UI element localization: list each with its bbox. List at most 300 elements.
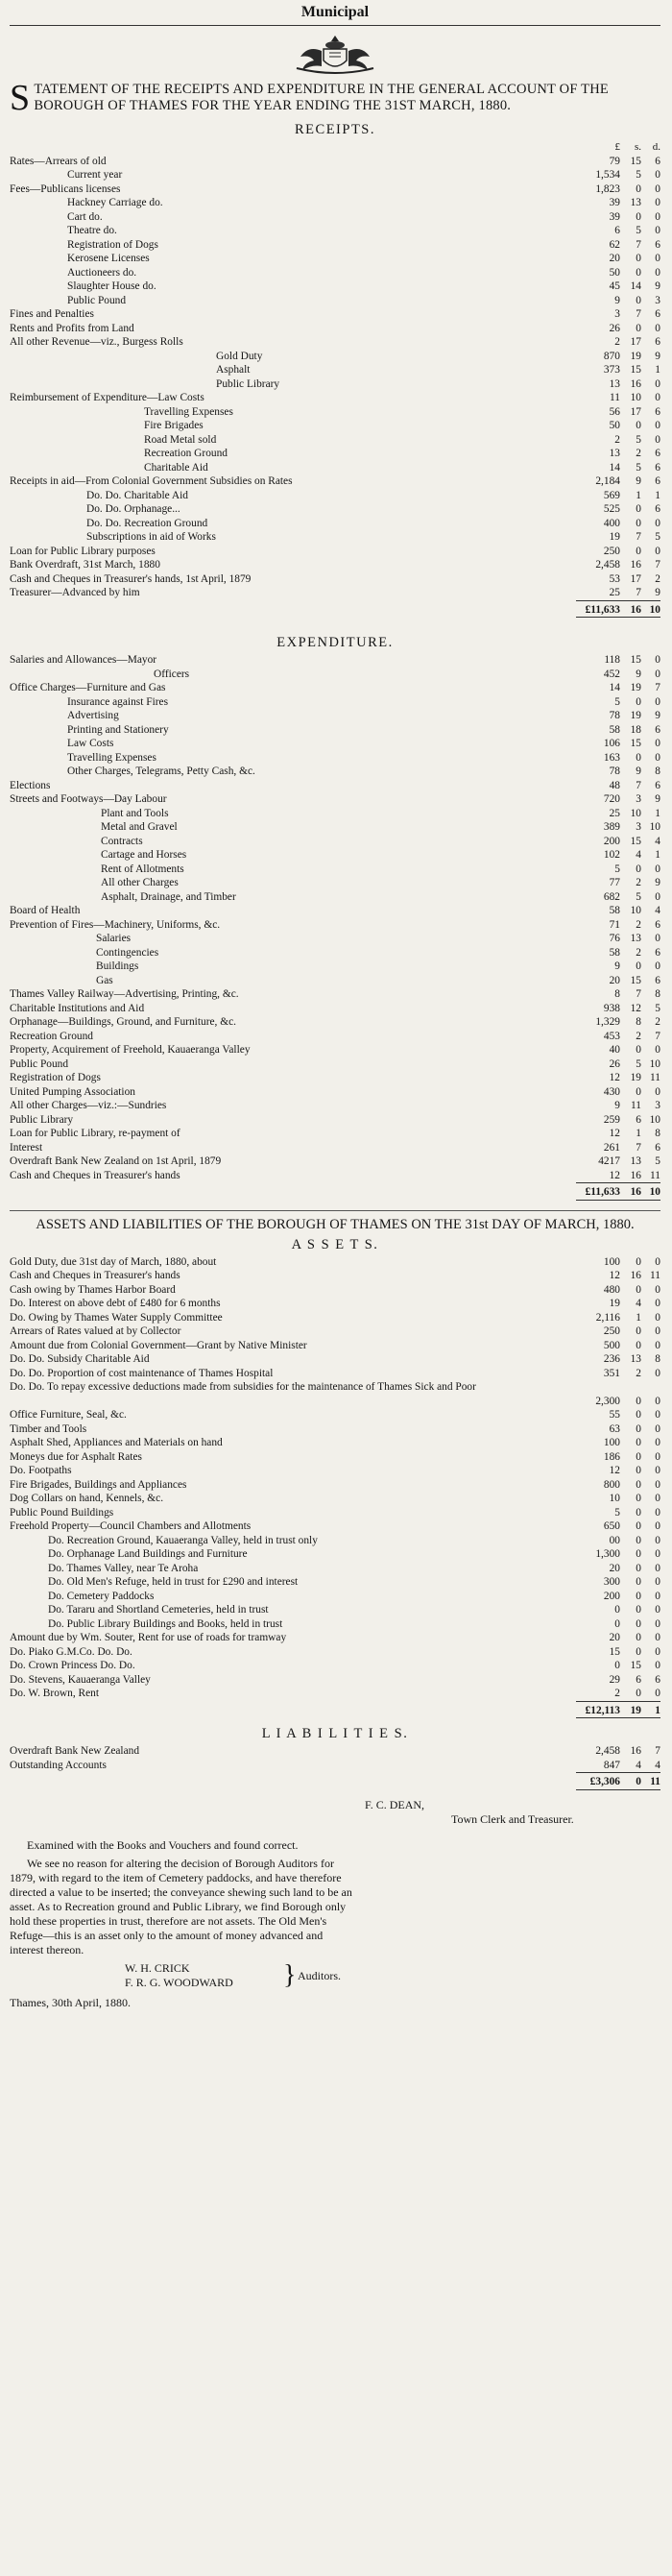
section-divider [10,1210,660,1211]
liabilities-heading: L I A B I L I T I E S. [261,1726,409,1741]
expenditure-pounds: 20 [609,974,620,986]
assets-pence: 0 [655,1534,660,1546]
expenditure-row [10,1154,660,1169]
receipts-pounds: 9 [614,294,620,306]
liabilities-shillings: 16 [630,1745,641,1757]
assets-pounds [576,1380,620,1395]
expenditure-row [10,987,660,1002]
expenditure-row [10,960,660,974]
total-shillings: 19 [620,1701,641,1718]
expenditure-label: Registration of Dogs [10,1072,101,1083]
receipts-row [10,586,660,600]
receipts-pounds: 26 [609,322,620,334]
expenditure-label: Travelling Expenses [67,751,156,764]
assets-pence: 0 [655,1604,660,1616]
receipts-pounds: 2 [614,336,620,348]
receipts-pence: 0 [655,517,660,529]
expenditure-label: Insurance against Fires [67,695,169,708]
expenditure-pence: 0 [655,1044,660,1056]
assets-shillings: 0 [636,1576,641,1588]
receipts-label: Recreation Ground [144,448,228,459]
expenditure-label: Interest [10,1141,43,1154]
receipts-pounds: 13 [609,377,620,390]
expenditure-pounds: 9 [614,1100,620,1111]
expenditure-pounds: 12 [609,1169,620,1181]
expenditure-pounds: 452 [603,668,620,680]
liabilities-pence: 7 [655,1745,660,1757]
receipts-pounds: 39 [609,210,620,223]
receipts-pence: 6 [655,405,660,418]
assets-shillings: 0 [636,1450,641,1463]
assets-shillings: 0 [636,1409,641,1421]
expenditure-label: All other Charges—viz.:—Sundries [10,1100,167,1111]
expenditure-row [10,779,660,793]
expenditure-row [10,820,660,835]
assets-shillings [620,1380,641,1395]
receipts-shillings: 7 [636,308,641,320]
signatory-title: Town Clerk and Treasurer. [451,1811,574,1826]
receipts-row [10,530,660,545]
expenditure-pence: 0 [655,654,660,666]
expenditure-pence: 8 [655,1128,660,1139]
receipts-label: Current year [67,169,123,181]
receipts-row [10,405,660,420]
expenditure-label: Streets and Footways—Day Labour [10,793,167,805]
receipts-pence: 1 [655,489,660,501]
receipts-label: Public Pound [67,294,127,306]
expenditure-pounds: 200 [603,835,620,847]
expenditure-row [10,1085,660,1100]
assets-row [10,1269,660,1283]
receipts-label: Charitable Aid [144,461,208,474]
receipts-pounds: 2 [614,433,620,446]
expenditure-shillings: 2 [636,1030,641,1042]
assets-pence: 0 [655,1493,660,1504]
liabilities-table [10,1744,660,1790]
assets-pounds: 2 [614,1688,620,1699]
assets-pounds: 480 [603,1283,620,1296]
total-pence: 10 [641,1183,660,1201]
assets-pence: 0 [655,1660,660,1671]
expenditure-shillings: 10 [630,807,641,819]
expenditure-row [10,1099,660,1113]
expenditure-label: Public Library [10,1113,74,1126]
assets-label: Do. Thames Valley, near Te Aroha [48,1562,199,1574]
assets-row [10,1311,660,1325]
receipts-pence: 3 [655,294,660,306]
assets-pence: 0 [655,1562,660,1574]
expenditure-pence: 0 [655,695,660,708]
receipts-shillings: 10 [630,392,641,403]
assets-label: Do. Owing by Thames Water Supply Committee [10,1311,223,1324]
expenditure-pounds: 430 [603,1085,620,1098]
expenditure-pounds: 58 [609,946,620,959]
receipts-label: Registration of Dogs [67,238,158,251]
assets-row [10,1464,660,1478]
expenditure-row [10,1169,660,1183]
receipts-label: Rents and Profits from Land [10,322,134,334]
assets-row [10,1283,660,1298]
expenditure-row [10,904,660,918]
liabilities-label: Overdraft Bank New Zealand [10,1745,140,1757]
receipts-pence: 2 [655,572,660,585]
receipts-label: Gold Duty [216,350,263,362]
expenditure-pounds: 106 [603,738,620,749]
expenditure-label: Officers [154,668,190,680]
receipts-row [10,447,660,461]
receipts-label: Asphalt [216,364,251,376]
expenditure-pounds: 48 [609,779,620,791]
expenditure-shillings: 2 [636,946,641,959]
expenditure-pence: 6 [655,974,660,986]
receipts-table [10,140,660,618]
expenditure-shillings: 2 [636,918,641,931]
expenditure-rows [10,653,660,1183]
receipts-pounds: 2,184 [595,475,620,487]
receipts-shillings: 7 [636,238,641,251]
assets-shillings: 0 [636,1325,641,1337]
receipts-row [10,419,660,433]
receipts-label: All other Revenue—viz., Burgess Rolls [10,336,183,348]
receipts-row [10,252,660,266]
assets-shillings: 13 [630,1353,641,1365]
assets-label: Arrears of Rates valued at by Collector [10,1325,181,1337]
expenditure-label: All other Charges [101,877,179,888]
receipts-shillings: 16 [630,559,641,571]
expenditure-pounds: 12 [609,1128,620,1139]
assets-shillings: 0 [636,1632,641,1643]
expenditure-label: Orphanage—Buildings, Ground, and Furniture, &c. [10,1016,236,1028]
expenditure-row [10,876,660,890]
expenditure-row [10,668,660,682]
drop-cap: S [10,78,31,118]
assets-shillings: 0 [636,1395,641,1407]
assets-label: Cash owing by Thames Harbor Board [10,1283,176,1296]
expenditure-shillings: 16 [630,1169,641,1181]
assets-shillings: 0 [636,1437,641,1448]
expenditure-row [10,1057,660,1072]
liabilities-rows [10,1744,660,1773]
receipts-label: Reimbursement of Expenditure—Law Costs [10,392,204,403]
assets-shillings: 0 [636,1617,641,1630]
expenditure-row [10,709,660,723]
assets-label: Dog Collars on hand, Kennels, &c. [10,1493,164,1504]
audit-note-paragraph: Examined with the Books and Vouchers and found correct. [27,1837,299,1852]
assets-label: Do. Crown Princess Do. Do. [10,1660,135,1671]
receipts-label: Rates—Arrears of old [10,155,107,167]
assets-label: Do. Tararu and Shortland Cemeteries, held in trust [48,1604,269,1616]
expenditure-label: Salaries [96,933,132,944]
receipts-row [10,279,660,294]
receipts-row [10,322,660,336]
total-pounds: £3,306 [576,1773,620,1790]
expenditure-row [10,681,660,695]
assets-row [10,1367,660,1381]
assets-label: Do. Footpaths [10,1465,72,1476]
total-pence: 10 [641,600,660,618]
receipts-pence: 1 [655,364,660,376]
assets-label: Gold Duty, due 31st day of March, 1880, about [10,1255,217,1268]
expenditure-shillings: 9 [636,766,641,777]
assets-label: Freehold Property—Council Chambers and Allotments [10,1520,252,1532]
expenditure-pence: 0 [655,890,660,903]
receipts-label: Road Metal sold [144,433,217,446]
expenditure-row [10,1127,660,1141]
assets-pence: 0 [655,1339,660,1351]
expenditure-pence: 0 [655,933,660,944]
assets-row [10,1519,660,1534]
receipts-pence: 0 [655,225,660,236]
total-shillings: 16 [620,1183,641,1201]
assets-shillings: 15 [630,1660,641,1671]
expenditure-row [10,751,660,766]
receipts-pence: 9 [655,350,660,362]
assets-pounds: 20 [609,1632,620,1643]
expenditure-shillings: 2 [636,877,641,888]
assets-pence: 0 [655,1409,660,1421]
expenditure-shillings: 1 [636,1128,641,1139]
expenditure-pounds: 389 [603,821,620,833]
receipts-pounds: 45 [609,280,620,292]
expenditure-shillings: 7 [636,988,641,1000]
receipts-shillings: 0 [636,503,641,515]
assets-row [10,1395,660,1409]
expenditure-shillings: 0 [636,695,641,708]
expenditure-pounds: 71 [609,918,620,931]
expenditure-pounds: 25 [609,807,620,819]
receipts-label: Cart do. [67,210,103,223]
assets-pence: 0 [655,1632,660,1643]
receipts-pence: 6 [655,336,660,348]
expenditure-label: Thames Valley Railway—Advertising, Printing, &c. [10,988,239,1000]
expenditure-pence: 6 [655,918,660,931]
expenditure-shillings: 15 [630,835,641,847]
receipts-pounds: 1,823 [595,182,620,195]
liabilities-shillings: 4 [636,1759,641,1771]
assets-pounds: 236 [603,1353,620,1365]
receipts-pounds: 569 [603,489,620,501]
receipts-pounds: 11 [610,392,620,403]
receipts-shillings: 7 [636,587,641,598]
receipts-pence: 0 [655,253,660,264]
expenditure-row [10,1043,660,1057]
header-rule [10,25,660,26]
receipts-shillings: 0 [636,182,641,195]
auditors-label: Auditors. [298,1968,341,1982]
expenditure-pounds: 58 [609,905,620,916]
receipts-shillings: 0 [636,266,641,279]
receipts-label: Do. Do. Recreation Ground [86,517,208,529]
expenditure-label: Salaries and Allowances—Mayor [10,654,157,666]
receipts-pence: 5 [655,531,660,543]
receipts-pence: 0 [655,433,660,446]
expenditure-row [10,946,660,960]
assets-shillings: 0 [636,1645,641,1658]
expenditure-shillings: 15 [630,738,641,749]
expenditure-pence: 5 [655,1002,660,1014]
receipts-pounds: 56 [609,405,620,418]
receipts-shillings: 0 [636,420,641,431]
assets-label: Do. Public Library Buildings and Books, held in trust [48,1617,283,1630]
main-title [10,78,660,118]
assets-total-row [10,1701,660,1718]
receipts-pounds: 2,458 [595,559,620,571]
expenditure-row [10,1030,660,1044]
expenditure-pounds: 453 [603,1030,620,1042]
assets-row [10,1562,660,1576]
assets-pounds: 2,116 [595,1311,620,1324]
assets-pence: 6 [655,1673,660,1686]
expenditure-label: Rent of Allotments [101,863,184,875]
assets-label: Do. Piako G.M.Co. Do. Do. [10,1645,132,1658]
assets-pounds: 63 [609,1422,620,1435]
receipts-row [10,196,660,210]
receipts-pence: 0 [655,182,660,195]
assets-pounds: 55 [609,1409,620,1421]
audit-note-paragraph: We see no reason for altering the decision of Borough Auditors for 1879, with regard to the item of Cemetery paddocks, and have therefore directed a value to be inserted; the conveyance shewing such land to be an asset. As to Recreation ground and Public Library, we find Borough only hold these properties in trust, therefore are not assets. The Old Men's Refuge—this is an asset only to the amount of money advanced and interest thereon. [10,1856,352,1956]
liabilities-pence: 4 [655,1759,660,1771]
receipts-label: Subscriptions in aid of Works [86,531,216,543]
receipts-pence: 6 [655,461,660,474]
expenditure-shillings: 6 [636,1113,641,1126]
assets-rows [10,1255,660,1702]
assets-pence: 0 [655,1645,660,1658]
assets-row [10,1547,660,1562]
receipts-pounds: 20 [609,253,620,264]
assets-pence: 0 [655,1478,660,1491]
assets-pence: 0 [655,1325,660,1337]
assets-row [10,1534,660,1548]
receipts-pence: 6 [655,308,660,320]
assets-shillings: 0 [636,1506,641,1519]
expenditure-row [10,1071,660,1085]
liabilities-row [10,1744,660,1759]
expenditure-pounds: 720 [603,793,620,805]
assets-row [10,1436,660,1450]
auditor-name: W. H. CRICK [125,1960,190,1975]
expenditure-pence: 10 [649,821,660,833]
expenditure-label: Asphalt, Drainage, and Timber [101,890,236,903]
receipts-pounds: 870 [603,350,620,362]
receipts-pounds: 25 [609,587,620,598]
assets-label: Do. Orphanage Land Buildings and Furniture [48,1548,248,1560]
liabilities-pounds: 847 [603,1759,620,1771]
assets-row [10,1339,660,1353]
receipts-pence: 6 [655,475,660,487]
expenditure-shillings: 18 [630,723,641,736]
expenditure-row [10,765,660,779]
receipts-label: Hackney Carriage do. [67,197,163,208]
receipts-pounds: 53 [609,572,620,585]
expenditure-label: Metal and Gravel [101,821,178,833]
assets-shillings: 0 [636,1534,641,1546]
expenditure-shillings: 5 [636,890,641,903]
coat-of-arms-icon [277,32,393,76]
assets-liabilities-title: ASSETS AND LIABILITIES OF THE BOROUGH OF THAMES ON THE 31st DAY OF MARCH, 1880. [36,1216,635,1232]
assets-row [10,1645,660,1660]
receipts-row [10,294,660,308]
expenditure-label: Contracts [101,835,143,847]
expenditure-pence: 7 [655,682,660,693]
assets-pounds: 100 [603,1255,620,1268]
expenditure-label: Public Pound [10,1057,69,1070]
expenditure-pounds: 4217 [598,1155,620,1167]
receipts-row [10,335,660,350]
expenditure-pence: 8 [655,988,660,1000]
expenditure-pence: 8 [655,766,660,777]
receipts-pounds: 525 [603,503,620,515]
expenditure-row [10,653,660,668]
assets-label: Fire Brigades, Buildings and Appliances [10,1478,187,1491]
receipts-shillings: 17 [630,405,641,418]
expenditure-row [10,974,660,988]
receipts-pence: 6 [655,503,660,515]
receipts-shillings: 2 [636,448,641,459]
assets-pounds: 351 [603,1367,620,1379]
expenditure-shillings: 15 [630,974,641,986]
receipts-pounds: 250 [603,545,620,557]
receipts-pence: 0 [655,322,660,334]
receipts-shillings: 1 [636,489,641,501]
assets-row [10,1352,660,1367]
receipts-row [10,155,660,169]
signature-block [10,1798,660,1827]
expenditure-pence: 11 [650,1072,660,1083]
expenditure-row [10,807,660,821]
expenditure-pounds: 118 [604,654,620,666]
assets-pounds: 00 [609,1534,620,1546]
receipts-pence: 9 [655,280,660,292]
receipts-pence: 0 [655,210,660,223]
assets-label: Cash and Cheques in Treasurer's hands [10,1270,180,1281]
receipts-pence: 0 [655,545,660,557]
assets-shillings: 2 [636,1367,641,1379]
receipts-pounds: 6 [614,225,620,236]
expenditure-label: Plant and Tools [101,807,169,819]
assets-pounds: 5 [614,1506,620,1519]
receipts-shillings: 9 [636,475,641,487]
expenditure-shillings: 7 [636,779,641,791]
receipts-label: Receipts in aid—From Colonial Government Subsidies on Rates [10,475,293,487]
receipts-pounds: 14 [609,461,620,474]
auditors-block [10,1961,660,1990]
receipts-pence: 0 [655,377,660,390]
assets-shillings: 0 [636,1688,641,1699]
expenditure-row [10,918,660,933]
receipts-row [10,238,660,253]
expenditure-pence: 10 [649,1113,660,1126]
expenditure-shillings: 19 [630,1072,641,1083]
receipts-row [10,433,660,448]
receipts-row [10,572,660,587]
expenditure-pounds: 8 [614,988,620,1000]
expenditure-pence: 6 [655,946,660,959]
receipts-shillings: 0 [636,517,641,529]
total-pence: 11 [641,1773,660,1790]
assets-pounds: 250 [603,1325,620,1337]
expenditure-shillings: 3 [636,821,641,833]
assets-label: Timber and Tools [10,1422,87,1435]
expenditure-shillings: 19 [630,710,641,721]
expenditure-shillings: 12 [630,1002,641,1014]
assets-pounds: 20 [609,1562,620,1574]
receipts-pounds: 400 [603,517,620,529]
assets-label: Do. Cemetery Paddocks [48,1590,155,1602]
expenditure-shillings: 4 [636,849,641,861]
receipts-shillings: 0 [636,294,641,306]
assets-pounds: 0 [614,1617,620,1630]
expenditure-pence: 9 [655,793,660,805]
